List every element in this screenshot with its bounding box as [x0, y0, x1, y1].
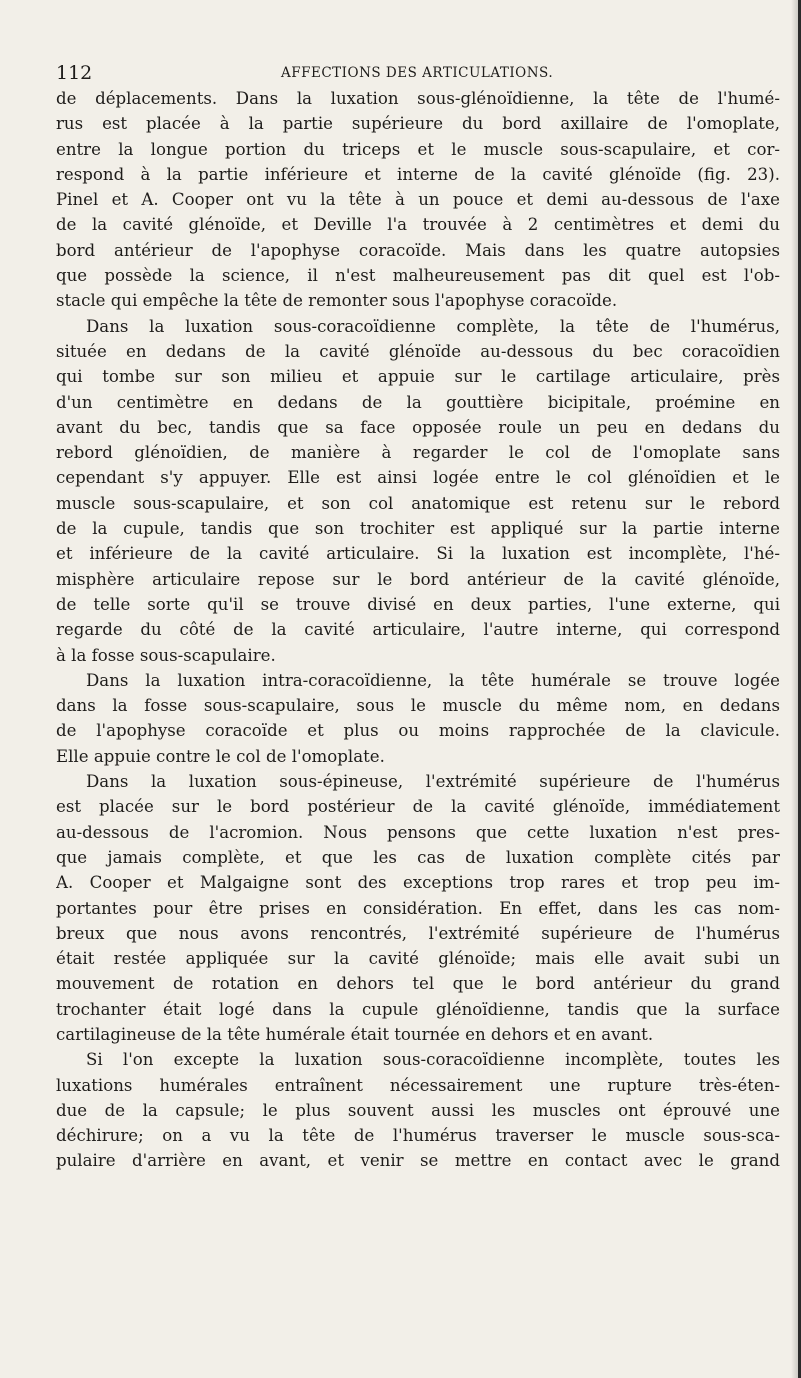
- text-line: rebord glénoïdien, de manière à regarder le col de l'omoplate sans: [56, 443, 780, 463]
- text-line: que jamais complète, et que les cas de luxation complète cités par: [56, 847, 780, 867]
- text-line: à la fosse sous-scapulaire.: [56, 645, 276, 665]
- text-line: de déplacements. Dans la luxation sous-glénoïdienne, la tête de l'humé-: [56, 89, 780, 108]
- text-line: cartilagineuse de la tête humérale était tournée en dehors et en avant.: [56, 1024, 654, 1044]
- running-title: AFFECTIONS DES ARTICULATIONS.: [281, 65, 554, 81]
- text-line: est placée sur le bord postérieur de la cavité glénoïde, immédiatement: [56, 797, 780, 817]
- text-line: mouvement de rotation en dehors tel que le bord antérieur du grand: [56, 974, 780, 994]
- text-line: luxations humérales entraînent nécessairement une rupture très-éten-: [56, 1075, 780, 1095]
- text-line: respond à la partie inférieure et interne de la cavité glénoïde (fig. 23).: [56, 164, 780, 184]
- text-line: Elle appuie contre le col de l'omoplate.: [56, 746, 385, 766]
- text-line: bord antérieur de l'apophyse coracoïde. Mais dans les quatre autopsies: [56, 240, 780, 260]
- text-line: que possède la science, il n'est malheureusement pas dit quel est l'ob-: [56, 266, 780, 286]
- text-line: de l'apophyse coracoïde et plus ou moins rapprochée de la clavicule.: [56, 721, 780, 741]
- text-line: trochanter était logé dans la cupule glénoïdienne, tandis que la surface: [56, 999, 780, 1019]
- text-line: avant du bec, tandis que sa face opposée roule un peu en dedans du: [56, 417, 780, 437]
- text-line: rus est placée à la partie supérieure du bord axillaire de l'omoplate,: [56, 114, 780, 134]
- text-line: entre la longue portion du triceps et le muscle sous-scapulaire, et cor-: [56, 139, 780, 159]
- text-line: A. Cooper et Malgaigne sont des exceptions trop rares et trop peu im-: [56, 873, 780, 893]
- text-line: de telle sorte qu'il se trouve divisé en deux parties, l'une externe, qui: [56, 594, 780, 614]
- text-line: Dans la luxation sous-épineuse, l'extrémité supérieure de l'humérus: [86, 772, 780, 792]
- text-line: Si l'on excepte la luxation sous-coracoïdienne incomplète, toutes les: [86, 1050, 780, 1070]
- text-line: déchirure; on a vu la tête de l'humérus traverser le muscle sous-sca-: [56, 1126, 780, 1146]
- text-line: d'un centimètre en dedans de la gouttière bicipitale, proémine en: [56, 392, 780, 412]
- text-line: cependant s'y appuyer. Elle est ainsi logée entre le col glénoïdien et le: [56, 468, 780, 488]
- page-header: [56, 62, 756, 88]
- page-number: 112: [56, 62, 93, 84]
- text-line: de la cupule, tandis que son trochiter est appliqué sur la partie interne: [56, 519, 780, 539]
- text-line: et inférieure de la cavité articulaire. Si la luxation est incomplète, l'hé-: [56, 544, 780, 564]
- text-line: stacle qui empêche la tête de remonter sous l'apophyse coracoïde.: [56, 291, 618, 311]
- body-text: [56, 86, 780, 1174]
- text-line: regarde du côté de la cavité articulaire, l'autre interne, qui correspond: [56, 620, 780, 640]
- text-line: Dans la luxation intra-coracoïdienne, la tête humérale se trouve logée: [86, 670, 780, 690]
- text-line: muscle sous-scapulaire, et son col anatomique est retenu sur le rebord: [56, 493, 780, 513]
- text-line: Pinel et A. Cooper ont vu la tête à un pouce et demi au-dessous de l'axe: [56, 190, 780, 210]
- text-line: Dans la luxation sous-coracoïdienne complète, la tête de l'humérus,: [86, 316, 780, 336]
- text-line: qui tombe sur son milieu et appuie sur le cartilage articulaire, près: [56, 367, 780, 387]
- text-line: pulaire d'arrière en avant, et venir se mettre en contact avec le grand: [56, 1151, 780, 1171]
- text-line: portantes pour être prises en considération. En effet, dans les cas nom-: [56, 898, 780, 918]
- text-line: située en dedans de la cavité glénoïde au-dessous du bec coracoïdien: [56, 341, 780, 361]
- text-line: breux que nous avons rencontrés, l'extrémité supérieure de l'humérus: [56, 923, 780, 943]
- text-line: misphère articulaire repose sur le bord antérieur de la cavité glénoïde,: [56, 569, 780, 589]
- text-line: était restée appliquée sur la cavité glénoïde; mais elle avait subi un: [56, 949, 780, 969]
- text-line: dans la fosse sous-scapulaire, sous le muscle du même nom, en dedans: [56, 696, 780, 716]
- text-line: au-dessous de l'acromion. Nous pensons que cette luxation n'est pres-: [56, 822, 780, 842]
- text-line: de la cavité glénoïde, et Deville l'a trouvée à 2 centimètres et demi du: [56, 215, 780, 235]
- text-line: due de la capsule; le plus souvent aussi les muscles ont éprouvé une: [56, 1100, 780, 1120]
